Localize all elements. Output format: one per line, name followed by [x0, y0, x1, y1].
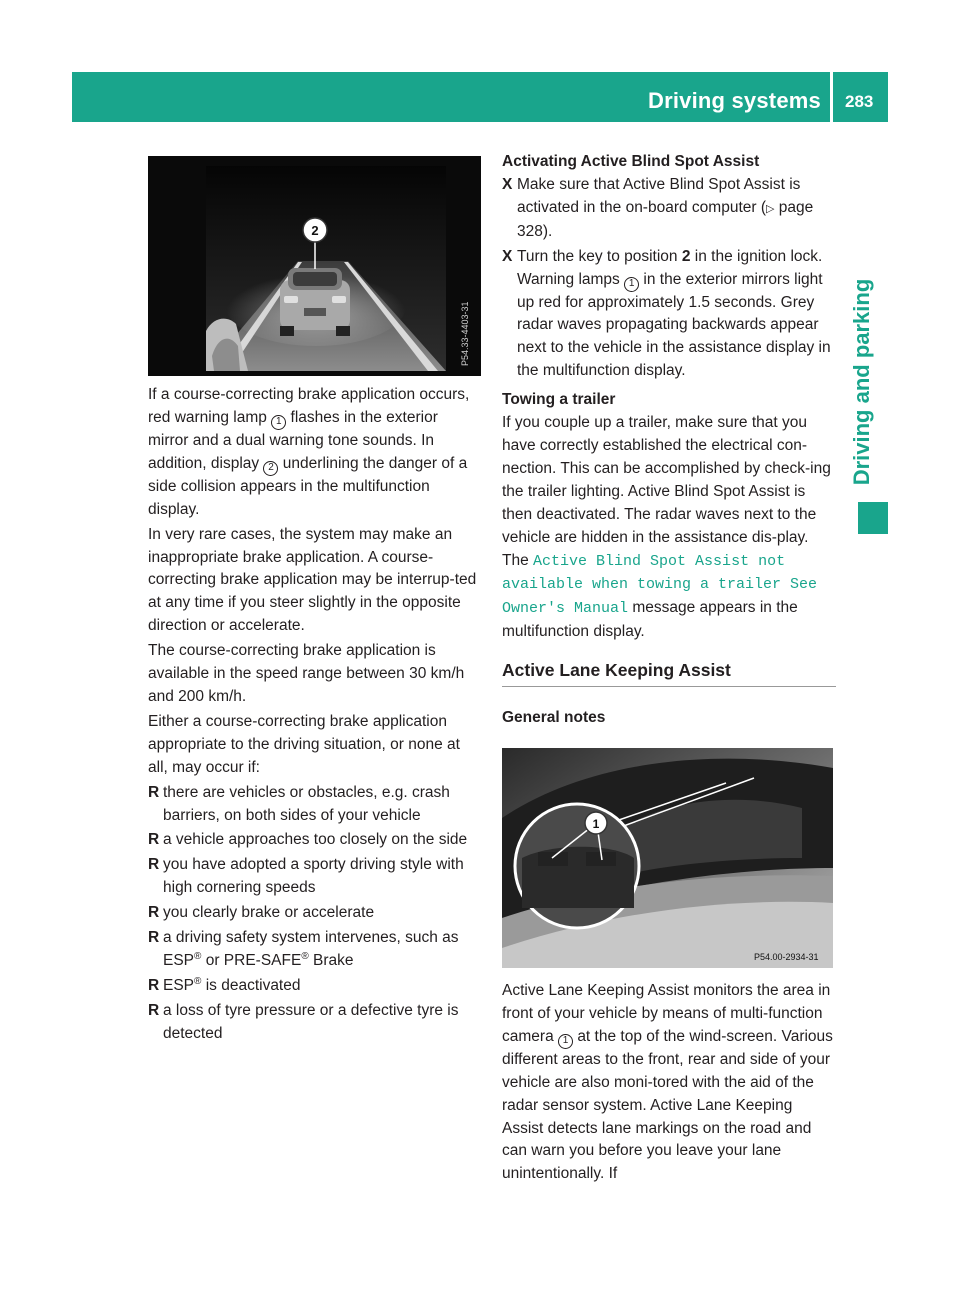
step-text: page 328).: [517, 198, 814, 240]
step-text: in the ignition lock.: [694, 247, 823, 265]
list-item-text: or PRE-SAFE: [205, 951, 302, 969]
paragraph-rare-cases: In very rare cases, the system may make an inappropriate brake application. A course-correcting brake application may be interrup-ted at any time if you steer slightly in the opposite direction or accelerate.: [148, 525, 477, 635]
bullet-marker: R: [148, 976, 160, 994]
section-title: Driving systems: [648, 88, 821, 113]
bullet-marker: R: [148, 904, 160, 922]
step-text: in the exterior mirrors light up red for approximately 1.5 seconds. Grey radar waves propagating backwards appear next to the vehicle in the assistance display in the multifunction display.: [517, 270, 831, 380]
registered-mark: ®: [194, 975, 202, 987]
text-span: underlining the danger of a side collision appears in the multifunction display.: [148, 454, 468, 518]
registered-mark: ®: [301, 950, 309, 962]
left-column: [148, 384, 482, 1048]
page-number: 283: [845, 92, 874, 111]
figure1-code: P54.33-4403-31: [460, 301, 470, 366]
header-divider: [830, 72, 833, 122]
camera-figure: [502, 748, 833, 968]
bullet-marker: R: [148, 929, 160, 947]
list-item: [148, 782, 482, 828]
list-item: [148, 854, 482, 900]
list-item-text: a loss of tyre pressure or a defective tyre is detected: [163, 1001, 459, 1042]
list-item-text: is deactivated: [205, 976, 301, 994]
list-item: [148, 902, 482, 925]
list-item-text: ESP: [163, 976, 195, 994]
list-item-text: you clearly brake or accelerate: [163, 904, 375, 922]
text-span: If a course-correcting brake application occurs, red warning lamp: [148, 386, 470, 426]
bullet-marker: R: [148, 1001, 160, 1019]
heading-active-lane-keeping-assist: Active Lane Keeping Assist: [502, 658, 836, 687]
step-text: Turn the key to position: [517, 247, 678, 265]
bullet-marker: R: [148, 831, 160, 849]
right-column: [502, 151, 836, 730]
list-item: [148, 975, 482, 998]
step-item: [502, 174, 836, 244]
ignition-position: 2: [681, 247, 691, 265]
list-item: [148, 1000, 482, 1046]
blind-spot-figure: [148, 156, 481, 376]
paragraph-speed-range: The course-correcting brake application is available in the speed range between 30 km/h and 200 km/h.: [148, 642, 465, 705]
callout-1-icon: 1: [558, 1034, 573, 1049]
night-road-illustration: [148, 156, 481, 376]
callout-1-icon: 1: [271, 415, 286, 430]
list-item-text: you have adopted a sporty driving style with high cornering speeds: [163, 856, 464, 897]
list-item-text: there are vehicles or obstacles, e.g. crash barriers, on both sides of your vehicle: [163, 783, 450, 824]
list-item-text: a driving safety system intervenes, such as ESP: [163, 929, 459, 969]
text-span: flashes in the exterior mirror and a dual warning tone sounds. In addition, display: [148, 408, 438, 472]
figure2-code: P54.00-2934-31: [754, 952, 819, 962]
callout-1-icon: 1: [624, 277, 639, 292]
text-span: Active Lane Keeping Assist monitors the area in front of your vehicle by means of multi-function camera: [502, 982, 831, 1045]
text-span: message appears in the multifunction display.: [502, 599, 798, 641]
step-item: [502, 246, 836, 384]
side-chapter-marker: [858, 502, 888, 534]
step-marker: X: [502, 175, 513, 193]
step-text: Warning lamps: [517, 270, 620, 288]
side-chapter-text: Driving and parking: [849, 278, 874, 486]
registered-mark: ®: [194, 950, 202, 962]
list-item-text: Brake: [313, 951, 354, 969]
bullet-marker: R: [148, 783, 160, 801]
page-ref-icon: ▷: [766, 202, 775, 215]
list-item-text: a vehicle approaches too closely on the side: [163, 831, 468, 849]
paragraph-towing: [502, 412, 836, 644]
text-span: If you couple up a trailer, make sure that you have correctly established the electrical con-nection. This can be accomplished by check-ing the trailer lighting. Active Blind Spot Assist is then deactivated. The radar waves next to the vehicle are hidden in the assistance dis-play. The: [502, 414, 831, 569]
text-span: at the top of the wind-screen. Various different areas to the front, rear and side of your vehicle are also moni-tored with the aid of the radar sensor system. Active Lane Keeping Assist detects lane markings on the road and can warn you before you leave your lane unintentionally. If: [502, 1027, 833, 1183]
step-marker: X: [502, 247, 513, 265]
step-text: Make sure that Active Blind Spot Assist is activated in the on-board computer (: [517, 175, 801, 216]
paragraph-lane-keeping: [502, 980, 836, 1186]
paragraph-conditions: Either a course-correcting brake application appropriate to the driving situation, or none at all, may occur if:: [148, 712, 460, 776]
display-message: Active Blind Spot Assist not available when towing a trailer See Owner's Manual: [502, 552, 818, 618]
heading-activating: Activating Active Blind Spot Assist: [502, 153, 760, 170]
heading-towing: Towing a trailer: [502, 391, 616, 409]
windscreen-camera-illustration: [502, 748, 833, 968]
figure1-callout: 2: [311, 223, 319, 238]
list-item: [148, 927, 482, 973]
callout-2-icon: 2: [263, 461, 278, 476]
paragraph-warning: [148, 384, 482, 522]
bullet-marker: R: [148, 856, 160, 874]
list-item: [148, 829, 482, 852]
figure2-callout: 1: [592, 817, 600, 831]
heading-general-notes: General notes: [502, 709, 606, 727]
right-column-bottom: [502, 980, 836, 1188]
